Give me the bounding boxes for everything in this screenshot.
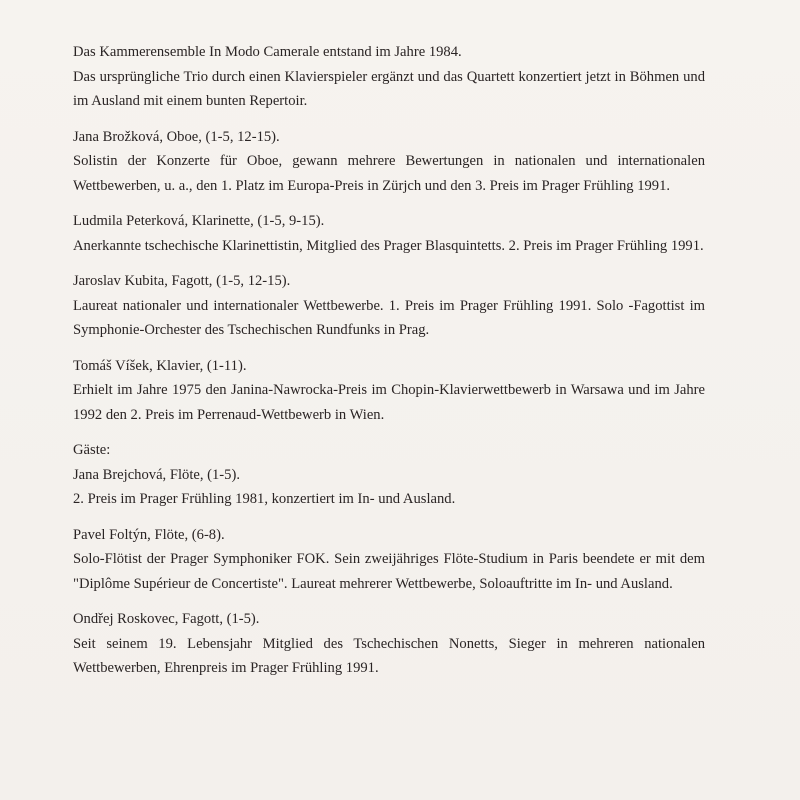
guest-entry — [73, 438, 705, 512]
booklet-text — [73, 40, 705, 692]
member-entry — [73, 269, 705, 343]
intro-line-2: Das ursprüngliche Trio durch einen Klavierspieler ergänzt und das Quartett konzertiert jetzt in Böhmen und im Ausland mit einem bunten Repertoir. — [73, 68, 705, 109]
guest-heading: Jana Brejchová, Flöte, (1-5). — [73, 466, 240, 483]
member-bio: Laureat nationaler und internationaler Wettbewerbe. 1. Preis im Prager Frühling 1991. Solo -Fagottist im Symphonie-Orchester des Tschechischen Rundfunks in Prag. — [73, 297, 705, 338]
guests-label: Gäste: — [73, 442, 111, 458]
member-heading: Jaroslav Kubita, Fagott, (1-5, 12-15). — [73, 273, 291, 289]
member-entry — [73, 209, 705, 258]
guest-bio: Seit seinem 19. Lebensjahr Mitglied des Tschechischen Nonetts, Sieger in mehreren nationalen Wettbewerben, Ehrenpreis im Prager Frühling 1991. — [73, 635, 705, 676]
intro-section — [73, 40, 705, 114]
guest-heading: Ondřej Roskovec, Fagott, (1-5). — [73, 611, 260, 627]
member-entry — [73, 125, 705, 199]
member-entry — [73, 354, 705, 428]
member-heading: Tomáš Víšek, Klavier, (1-11). — [73, 357, 247, 374]
guest-bio: Solo-Flötist der Prager Symphoniker FOK. Sein zweijähriges Flöte-Studium in Paris beendete er mit dem "Diplôme Supérieur de Concertiste". Laureat mehrerer Wettbewerbe, Soloauftritte im In- und Ausland. — [73, 551, 705, 592]
guest-bio: 2. Preis im Prager Frühling 1981, konzertiert im In- und Ausland. — [73, 491, 456, 507]
member-heading: Jana Brožková, Oboe, (1-5, 12-15). — [73, 128, 280, 145]
member-bio: Anerkannte tschechische Klarinettistin, Mitglied des Prager Blasquintetts. 2. Preis im Prager Frühling 1991. — [73, 237, 704, 254]
intro-line-1: Das Kammerensemble In Modo Camerale entstand im Jahre 1984. — [73, 44, 462, 60]
member-bio: Solistin der Konzerte für Oboe, gewann mehrere Bewertungen in nationalen und internationalen Wettbewerben, u. a., den 1. Platz im Europa-Preis in Zürjch und den 3. Preis im Prager Frühling 1991. — [73, 153, 705, 194]
member-bio: Erhielt im Jahre 1975 den Janina-Nawrocka-Preis im Chopin-Klavierwettbewerb in Warsawa und im Jahre 1992 den 2. Preis im Perrenaud-Wettbewerb in Wien. — [73, 382, 705, 423]
guest-heading: Pavel Foltýn, Flöte, (6-8). — [73, 526, 225, 543]
guest-entry — [73, 523, 705, 597]
member-heading: Ludmila Peterková, Klarinette, (1-5, 9-15). — [73, 213, 325, 229]
guest-entry — [73, 607, 705, 681]
